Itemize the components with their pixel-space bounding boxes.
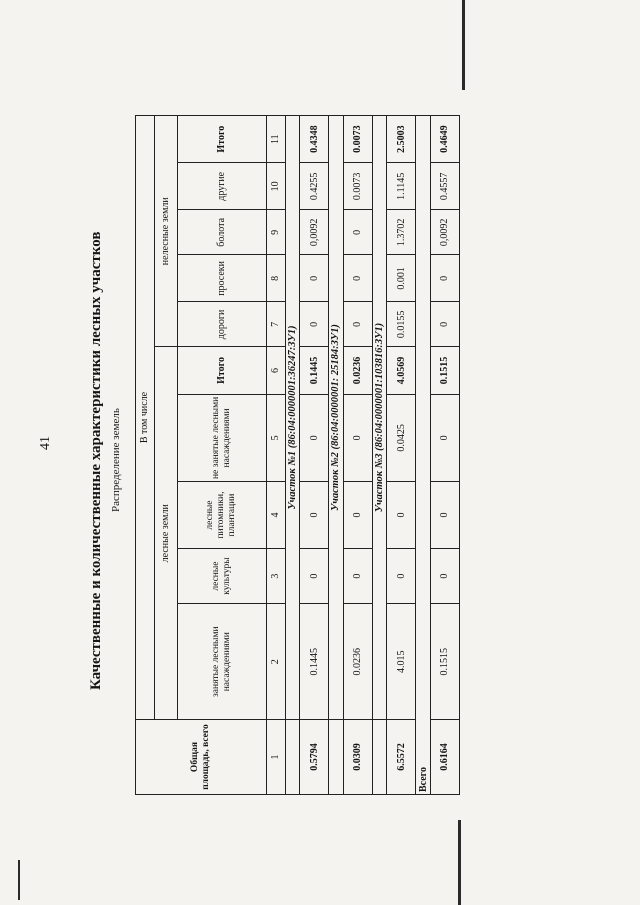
- header-nonforest-lands: нелесные земли: [154, 116, 177, 347]
- document-subtitle: Распределение земель: [110, 408, 122, 512]
- column-number: 6: [266, 347, 285, 394]
- column-number: 11: [266, 116, 285, 163]
- header-roads: дороги: [177, 302, 266, 347]
- header-cultures: лесные культуры: [177, 548, 266, 604]
- table-cell: 0: [387, 548, 416, 604]
- table-cell: 6.5572: [387, 720, 416, 795]
- column-number: 7: [266, 302, 285, 347]
- table-cell: 0.4557: [430, 163, 459, 210]
- header-forest-lands: лесные земли: [154, 347, 177, 720]
- table-cell: 0: [300, 482, 329, 548]
- table-cell: 0.4255: [300, 163, 329, 210]
- table-cell: 4.0569: [387, 347, 416, 394]
- column-number: 8: [266, 255, 285, 302]
- column-number: 10: [266, 163, 285, 210]
- total-label: Всего: [416, 116, 431, 795]
- table-cell: 0.0155: [387, 302, 416, 347]
- column-number: 4: [266, 482, 285, 548]
- table-cell: 0.001: [387, 255, 416, 302]
- table-cell: 0: [300, 548, 329, 604]
- column-number: 5: [266, 394, 285, 482]
- column-number: 1: [266, 720, 285, 795]
- scan-left-mark: [18, 860, 20, 900]
- header-forest-total: Итого: [177, 347, 266, 394]
- table-cell: 1.1145: [387, 163, 416, 210]
- table-cell: 0.6164: [430, 720, 459, 795]
- table-cell: 0.1515: [430, 347, 459, 394]
- plot-label: Участок №2 (86:04:0000001: 25184:ЗУ1): [329, 116, 344, 720]
- header-uncovered: не занятые лесными насаждениями: [177, 394, 266, 482]
- land-distribution-table: [135, 115, 460, 795]
- plot-label: Участок №3 (86:04:0000001:103816:ЗУ1): [372, 116, 387, 720]
- table-cell: 0.0309: [343, 720, 372, 795]
- table-cell: 0: [343, 482, 372, 548]
- header-total-area: Общая площадь, всего: [136, 720, 267, 795]
- header-nurseries: лесные питомники, плантации: [177, 482, 266, 548]
- table-cell: 0: [430, 302, 459, 347]
- header-covered: занятые лесными насаждениями: [177, 604, 266, 720]
- table-cell: 0: [430, 482, 459, 548]
- table-cell: 0: [430, 394, 459, 482]
- scan-edge-line-bottom: [458, 820, 461, 905]
- header-clearings: просеки: [177, 255, 266, 302]
- header-in-that-number: В том числе: [136, 116, 155, 720]
- table-cell: 2.5003: [387, 116, 416, 163]
- header-nonforest-total: Итого: [177, 116, 266, 163]
- table-cell: 0.5794: [300, 720, 329, 795]
- table-cell: 1.3702: [387, 210, 416, 255]
- table-cell: 0: [343, 255, 372, 302]
- table-cell: 4.015: [387, 604, 416, 720]
- header-other: другие: [177, 163, 266, 210]
- table-cell: 0.0073: [343, 163, 372, 210]
- document-title: Качественные и количественные характеристики лесных участков: [88, 231, 104, 690]
- table-cell: 0.1445: [300, 604, 329, 720]
- table-cell: 0: [343, 394, 372, 482]
- column-number: 3: [266, 548, 285, 604]
- table-row: [343, 116, 372, 795]
- table-cell: 0.0425: [387, 394, 416, 482]
- table-cell: 0: [430, 255, 459, 302]
- plot-label: Участок №1 (86:04:0000001:36247:ЗУ1): [285, 116, 300, 720]
- table-cell: 0.1515: [430, 604, 459, 720]
- table-cell: 0: [343, 210, 372, 255]
- scan-edge-line-top: [462, 0, 465, 90]
- land-distribution-table-wrapper: [135, 115, 460, 795]
- table-cell: 0: [343, 548, 372, 604]
- table-cell: 0: [300, 394, 329, 482]
- header-swamps: болота: [177, 210, 266, 255]
- table-row: [387, 116, 416, 795]
- column-number: 9: [266, 210, 285, 255]
- table-cell: 0: [430, 548, 459, 604]
- table-cell: 0: [300, 255, 329, 302]
- column-number-row: [266, 116, 285, 795]
- table-cell: 0: [343, 302, 372, 347]
- table-cell: 0.0236: [343, 604, 372, 720]
- table-cell: 0: [300, 302, 329, 347]
- table-cell: 0: [387, 482, 416, 548]
- table-cell: 0.4649: [430, 116, 459, 163]
- table-row-total: [430, 116, 459, 795]
- column-number: 2: [266, 604, 285, 720]
- table-cell: 0.1445: [300, 347, 329, 394]
- table-cell: 0.0236: [343, 347, 372, 394]
- page-number: 41: [38, 436, 53, 450]
- table-cell: 0.4348: [300, 116, 329, 163]
- table-row: [300, 116, 329, 795]
- table-cell: 0.0073: [343, 116, 372, 163]
- table-cell: 0,0092: [300, 210, 329, 255]
- table-cell: 0,0092: [430, 210, 459, 255]
